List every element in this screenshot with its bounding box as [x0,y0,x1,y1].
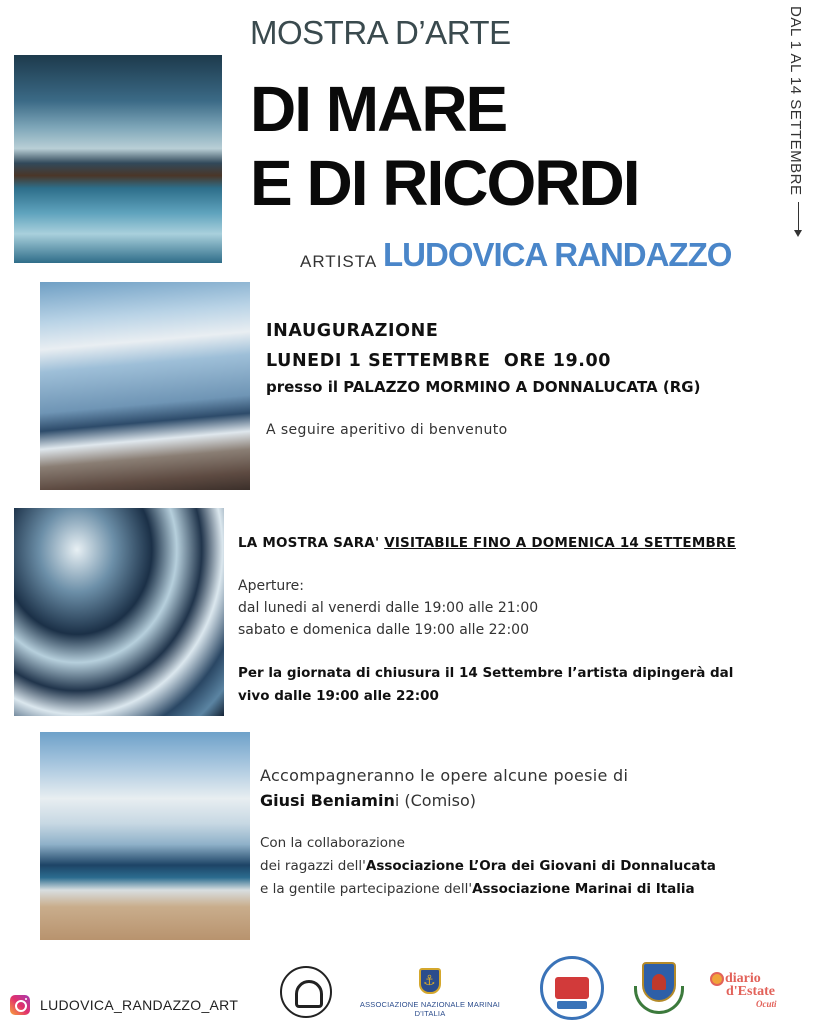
poet-name-bold: Giusi Beniamin [260,791,395,810]
title-line-2: E DI RICORDI [250,147,639,219]
closing-line-2: vivo dalle 19:00 alle 22:00 [238,688,439,704]
collab-label: Con la collaborazione [260,835,405,851]
closing-line-1: Per la giornata di chiusura il 14 Settembre l’artista dipingerà dal [238,665,734,681]
visit-section [238,535,808,708]
visit-heading-prefix: LA MOSTRA SARA' [238,535,385,551]
openings-label: Aperture: [238,578,304,594]
poet-name [260,791,815,810]
diario-estate-logo [712,972,802,1011]
painting-waves [14,508,224,716]
poet-name-rest: i (Comiso) [394,791,476,810]
inauguration-heading: INAUGURAZIONE [266,321,439,341]
openings-weekdays: dal lunedi al venerdi dalle 19:00 alle 21:00 [238,600,539,616]
side-date-text: DAL 1 AL 14 SETTEMBRE [787,6,804,196]
title-line-1: DI MARE [250,73,507,145]
unesco-heritage-logo-icon [280,966,332,1018]
anmi-logo-text: ASSOCIAZIONE NAZIONALE MARINAI D'ITALIA [359,1000,501,1018]
painting-seascape-2 [40,282,250,490]
exhibition-subtitle: MOSTRA D’ARTE [250,14,511,51]
anmi-logo [350,968,510,1018]
inauguration-section [266,318,700,438]
inauguration-venue: presso il PALAZZO MORMINO A DONNALUCATA (RG) [266,378,701,396]
side-date [787,6,811,236]
opening-hours [238,575,808,641]
painting-seascape-3 [40,732,250,940]
arrow-down-icon [794,230,802,237]
inauguration-datetime: LUNEDI 1 SETTEMBRE ORE 19.00 [266,351,612,371]
closing-day-note [238,662,808,708]
ora-dei-giovani-logo-icon [540,956,604,1020]
inauguration-note: A seguire aperitivo di benvenuto [266,422,508,438]
poetry-line: Accompagneranno le opere alcune poesie di [260,766,629,785]
instagram-handle: LUDOVICA_RANDAZZO_ART [40,997,239,1013]
diario-line-2: d'Estate [726,984,775,999]
crest-wreath [634,986,684,1014]
flower-icon [712,974,722,984]
painting-seascape-1 [14,55,222,263]
side-date-line [798,202,799,232]
collab-line-2 [260,855,815,878]
artist-name: LUDOVICA RANDAZZO [383,236,732,273]
visit-heading [238,535,808,551]
anchor-icon [419,968,441,994]
instagram-icon [10,995,30,1015]
municipal-crest-icon [634,956,684,1016]
poetry-section [260,766,815,901]
visit-heading-underlined: VISITABILE FINO A DOMENICA 14 SETTEMBRE [384,535,736,551]
openings-weekend: sabato e domenica dalle 19:00 alle 22:00 [238,622,529,638]
diario-line-3: Ocuti [756,999,777,1009]
collab-line-2-bold: Associazione L’Ora dei Giovani di Donnalucata [365,858,716,874]
instagram-link[interactable] [10,995,238,1015]
collab-line-3-bold: Associazione Marinai di Italia [472,881,695,897]
collab-line-3-prefix: e la gentile partecipazione dell' [260,881,473,897]
collab-line-3 [260,878,815,901]
collaboration [260,832,815,901]
collab-line-2-prefix: dei ragazzi dell' [260,858,366,874]
artist-label: ARTISTA [300,252,378,271]
diario-line-1: diario [725,971,761,986]
exhibition-title [250,72,638,220]
